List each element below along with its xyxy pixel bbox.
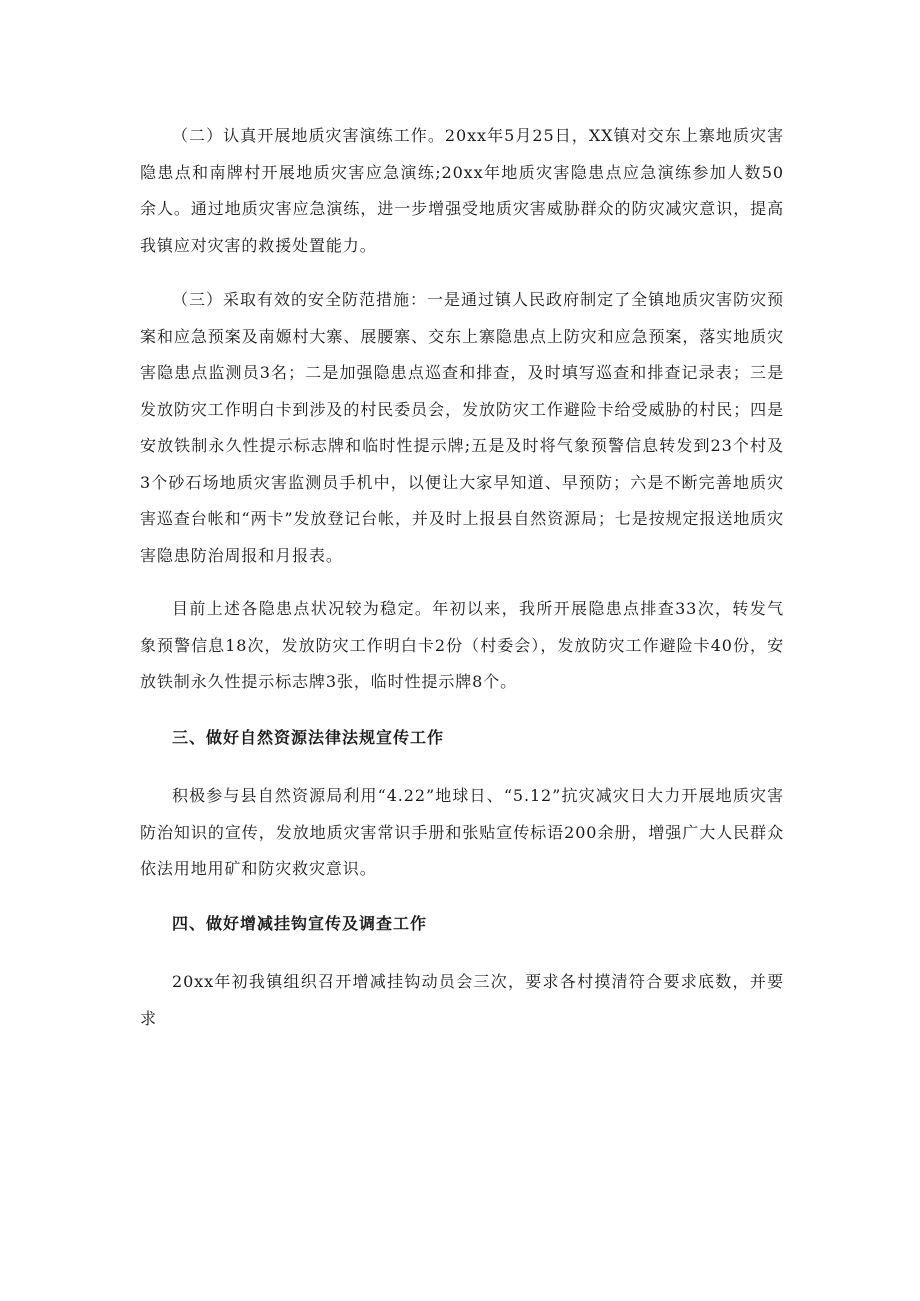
paragraph-law-publicity: 积极参与县自然资源局利用“4.22”地球日、“5.12”抗灾减灾日大力开展地质灾害防治知识的宣传，发放地质灾害常识手册和张贴宣传标语200余册，增强广大人民群众依法用地用矿和防灾救灾意识。: [140, 786, 784, 878]
document-page: [140, 118, 784, 1037]
paragraph-linkage-survey: 20xx年初我镇组织召开增减挂钩动员会三次，要求各村摸清符合要求底数，并要求: [140, 972, 784, 1028]
paragraph-safety-measures: （三）采取有效的安全防范措施：一是通过镇人民政府制定了全镇地质灾害防灾预案和应急预案及南嫄村大寨、展腰寨、交东上寨隐患点上防灾和应急预案，落实地质灾害隐患点监测员3名；二是加强隐患点巡查和排查，及时填写巡查和排查记录表；三是发放防灾工作明白卡到涉及的村民委员会，发放防灾工作避险卡给受威胁的村民；四是安放铁制永久性提示标志牌和临时性提示牌;五是及时将气象预警信息转发到23个村及3个砂石场地质灾害监测员手机中，以便让大家早知道、早预防；六是不断完善地质灾害巡查台帐和“两卡”发放登记台帐，并及时上报县自然资源局；七是按规定报送地质灾害隐患防治周报和月报表。: [140, 290, 784, 565]
heading-section-4: 四、做好增减挂钩宣传及调查工作: [172, 913, 428, 933]
heading-section-3: 三、做好自然资源法律法规宣传工作: [172, 727, 445, 747]
paragraph-current-status: 目前上述各隐患点状况较为稳定。年初以来，我所开展隐患点排查33次，转发气象预警信息18次，发放防灾工作明白卡2份（村委会），发放防灾工作避险卡40份，安放铁制永久性提示标志牌3张，临时性提示牌8个。: [140, 599, 784, 691]
paragraph-geohazard-drill: （二）认真开展地质灾害演练工作。20xx年5月25日，XX镇对交东上寨地质灾害隐患点和南牌村开展地质灾害应急演练;20xx年地质灾害隐患点应急演练参加人数50余人。通过地质灾害应急演练，进一步增强受地质灾害威胁群众的防灾减灾意识，提高我镇应对灾害的救援处置能力。: [140, 126, 784, 255]
